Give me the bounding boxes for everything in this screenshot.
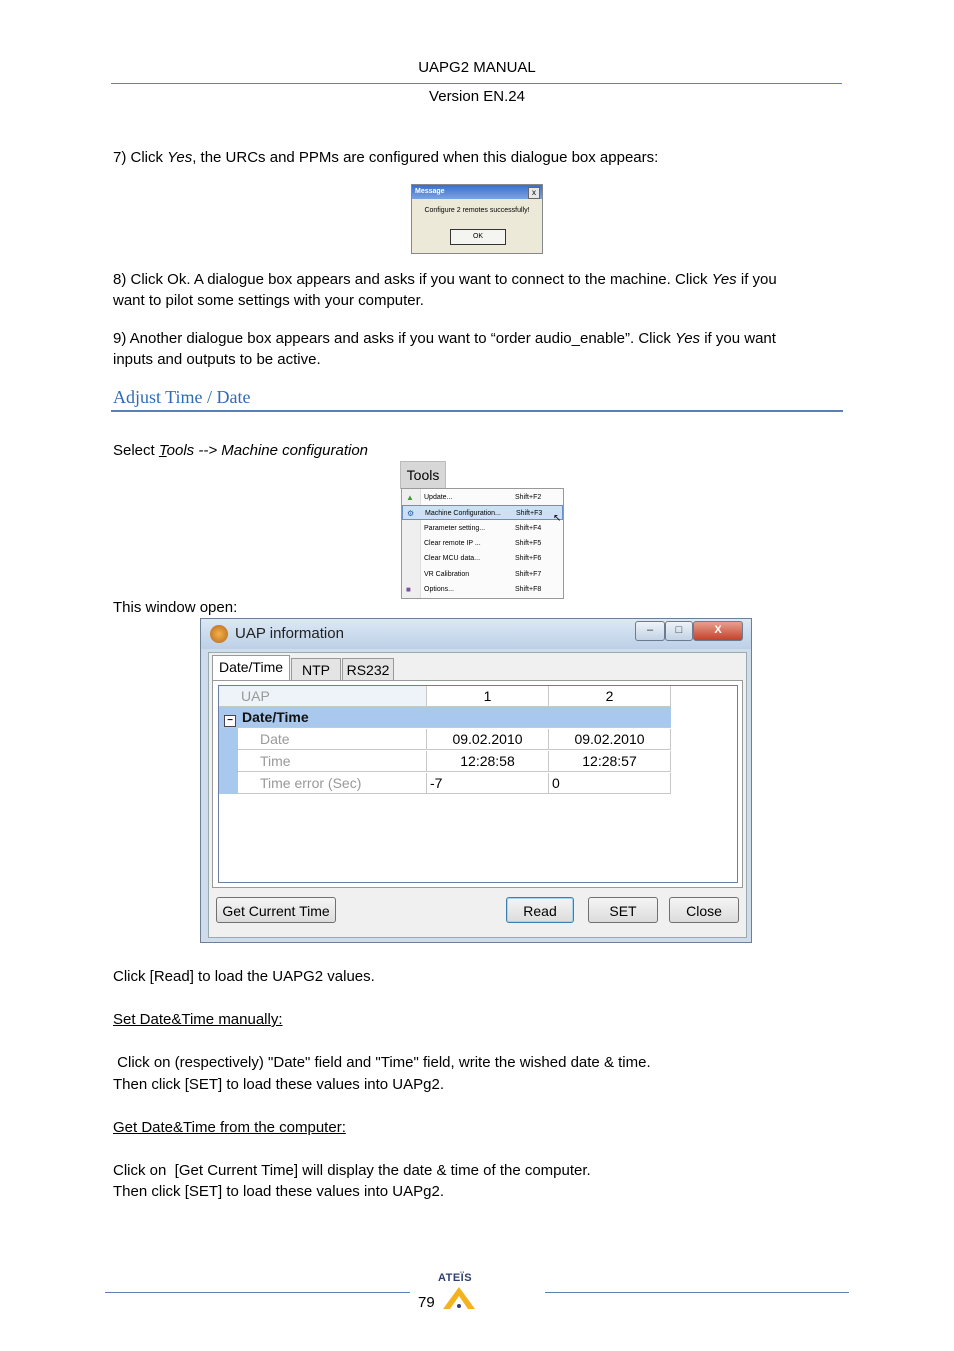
menu-item-shortcut: Shift+F6 — [515, 555, 542, 562]
step-7 — [113, 147, 658, 168]
window-open-label: This window open: — [113, 599, 238, 616]
step-8-yes: Yes — [711, 271, 737, 288]
collapse-icon[interactable]: − — [224, 715, 236, 727]
row-time-error-value-2[interactable]: 0 — [549, 773, 671, 794]
step-7-yes: Yes — [167, 149, 193, 166]
step-9-line-2: inputs and outputs to be active. — [113, 351, 321, 368]
step-9-text-a: 9) Another dialogue box appears and asks if you want to “order audio_enable”. Click — [113, 330, 676, 347]
minimize-button[interactable]: – — [635, 621, 665, 641]
menu-item-label: Options... — [424, 586, 454, 593]
computer-line-2: Then click [SET] to load these values into UAPg2. — [113, 1183, 445, 1200]
select-prefix: Select — [113, 442, 159, 459]
select-tools-mnemonic: T — [158, 442, 167, 459]
machine-config-icon: ⚙ — [407, 509, 415, 518]
row-date-value-2[interactable]: 09.02.2010 — [549, 729, 671, 750]
ok-button[interactable]: OK — [450, 229, 506, 245]
tools-menu-tab[interactable]: Tools — [400, 461, 446, 489]
step-7-rest: , the URCs and PPMs are configured when this dialogue box appears: — [192, 149, 659, 166]
get-current-time-button[interactable]: Get Current Time — [216, 897, 336, 923]
grid-gutter — [219, 728, 238, 794]
menu-item-label: Update... — [424, 494, 453, 501]
close-window-button[interactable]: X — [693, 621, 743, 641]
menu-item-clear-mcu-data[interactable] — [402, 551, 563, 566]
menu-item-label: VR Calibration — [424, 571, 470, 578]
date-time-panel — [212, 680, 743, 888]
tools-menu — [401, 488, 564, 599]
page-number: 79 — [418, 1294, 435, 1311]
maximize-button[interactable]: □ — [665, 621, 693, 641]
manual-line-2: Then click [SET] to load these values into UAPg2. — [113, 1076, 445, 1093]
message-dialog-title: Message — [412, 185, 542, 199]
tab-date-time[interactable]: Date/Time — [212, 655, 290, 680]
window-client — [208, 652, 747, 938]
step-8-line-2: want to pilot some settings with your computer. — [113, 292, 424, 309]
menu-item-update[interactable] — [402, 490, 563, 505]
window-title: UAP information — [235, 625, 344, 642]
click-read-text: Click [Read] to load the UAPG2 values. — [113, 968, 375, 985]
manual-heading — [113, 1009, 283, 1030]
mouse-cursor-icon: ↖ — [553, 513, 562, 524]
tab-rs232[interactable]: RS232 — [342, 658, 394, 682]
computer-line-1: Click on [Get Current Time] will display the date & time of the computer. — [113, 1162, 591, 1179]
menu-item-shortcut: Shift+F7 — [515, 571, 542, 578]
menu-item-shortcut: Shift+F5 — [515, 540, 542, 547]
row-time-value-2[interactable]: 12:28:57 — [549, 751, 671, 772]
header-rule — [111, 83, 842, 84]
tab-ntp[interactable]: NTP — [291, 658, 341, 682]
menu-item-shortcut: Shift+F3 — [516, 510, 543, 517]
menu-item-parameter-setting[interactable] — [402, 521, 563, 536]
menu-item-label: Clear MCU data... — [424, 555, 481, 562]
options-icon: ■ — [406, 585, 411, 594]
menu-item-shortcut: Shift+F2 — [515, 494, 542, 501]
group-label: Date/Time — [242, 709, 309, 725]
group-row-date-time[interactable] — [219, 707, 671, 728]
menu-item-clear-remote-ip[interactable] — [402, 536, 563, 551]
menu-item-vr-calibration[interactable] — [402, 567, 563, 582]
message-dialog-text: Configure 2 remotes successfully! — [424, 207, 530, 214]
ateis-logo-icon — [442, 1286, 476, 1310]
message-dialog — [411, 184, 543, 254]
select-line — [113, 440, 368, 461]
app-icon — [210, 625, 228, 643]
manual-heading-text: Set Date&Time manually: — [113, 1011, 283, 1028]
menu-item-shortcut: Shift+F8 — [515, 586, 542, 593]
row-time-value-1[interactable]: 12:28:58 — [427, 751, 549, 772]
set-button[interactable]: SET — [588, 897, 658, 923]
step-9-yes: Yes — [675, 330, 701, 347]
footer-rule-right — [545, 1292, 849, 1293]
footer-rule-left — [105, 1292, 410, 1293]
row-date-value-1[interactable]: 09.02.2010 — [427, 729, 549, 750]
menu-item-label: Machine Configuration... — [425, 510, 501, 517]
step-9 — [113, 328, 843, 370]
manual-title: UAPG2 MANUAL — [418, 59, 536, 76]
grid-header-col1: 1 — [427, 686, 549, 707]
row-time-error-label: Time error (Sec) — [238, 773, 427, 794]
grid-header-col2: 2 — [549, 686, 671, 707]
menu-item-label: Parameter setting... — [424, 525, 486, 532]
close-button[interactable]: Close — [669, 897, 739, 923]
step-9-text-b: if you want — [700, 330, 776, 347]
window-titlebar — [201, 619, 751, 649]
menu-item-shortcut: Shift+F4 — [515, 525, 542, 532]
manual-line-1: Click on (respectively) "Date" field and "Time" field, write the wished date & time. — [113, 1054, 651, 1071]
select-tools-rest: ools --> Machine configuration — [166, 442, 369, 459]
read-button[interactable]: Read — [506, 897, 574, 923]
computer-heading — [113, 1117, 346, 1138]
menu-item-machine-configuration[interactable] — [402, 505, 563, 524]
grid-header-label: UAP — [219, 686, 427, 707]
row-time-label: Time — [238, 751, 427, 772]
step-7-prefix: 7) Click — [113, 149, 168, 166]
computer-heading-text: Get Date&Time from the computer: — [113, 1119, 346, 1136]
property-grid — [218, 685, 738, 883]
step-8-text-b: if you — [736, 271, 777, 288]
step-8 — [113, 269, 843, 311]
section-title: Adjust Time / Date — [113, 387, 251, 407]
update-icon: ▲ — [406, 493, 414, 502]
menu-item-options[interactable] — [402, 582, 563, 597]
row-date-label: Date — [238, 729, 427, 750]
menu-item-label: Clear remote IP ... — [424, 540, 481, 547]
uap-information-window — [200, 618, 752, 943]
row-time-error-value-1[interactable]: -7 — [427, 773, 549, 794]
manual-version: Version EN.24 — [429, 88, 525, 105]
step-8-text-a: 8) Click Ok. A dialogue box appears and asks if you want to connect to the machine. Click — [113, 271, 712, 288]
section-rule — [111, 410, 843, 412]
ateis-logo-text: ATEÏS — [438, 1272, 473, 1284]
close-icon[interactable]: x — [528, 187, 540, 199]
